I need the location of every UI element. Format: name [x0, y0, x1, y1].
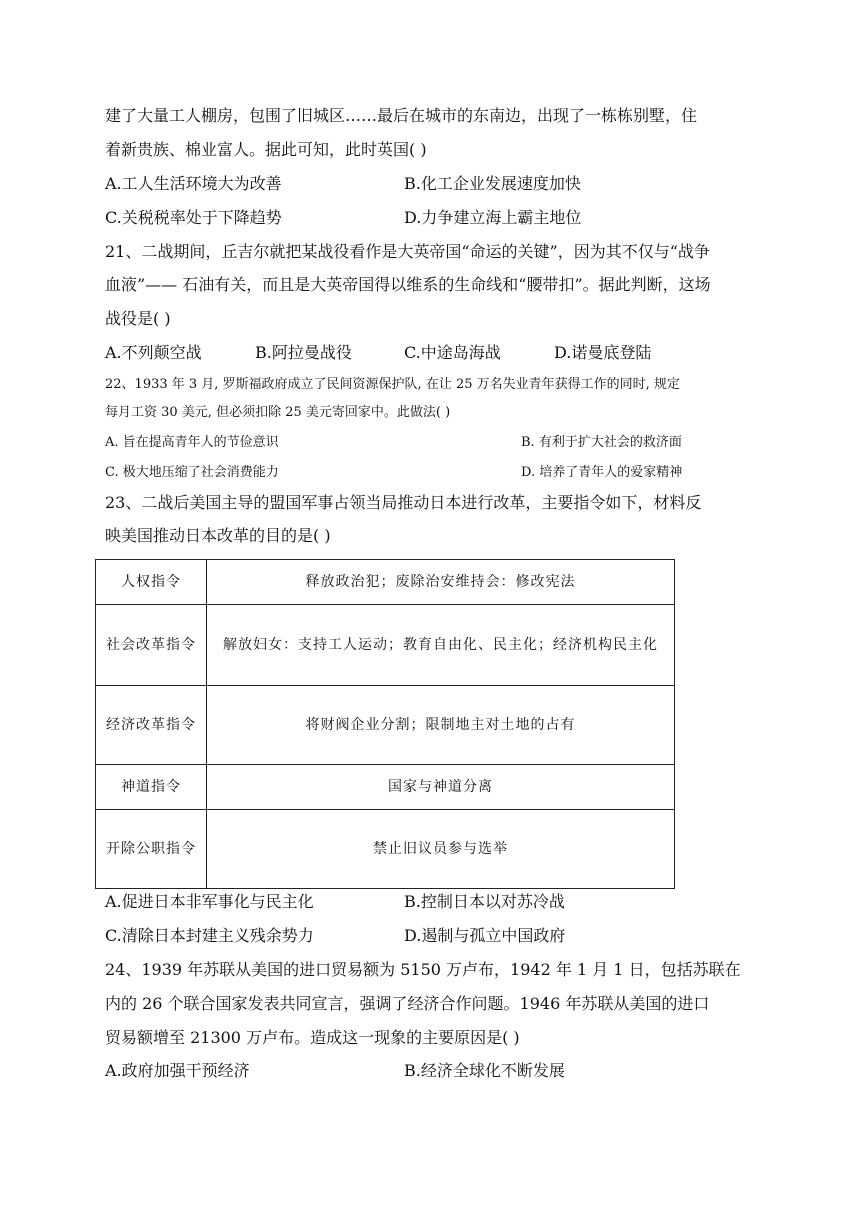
q23-option-b[interactable]: B.控制日本以对苏冷战 [404, 892, 565, 911]
q22-option-c[interactable]: C. 极大地压缩了社会消费能力 [105, 465, 279, 480]
q23-option-d[interactable]: D.遏制与孤立中国政府 [404, 926, 566, 945]
q24-question-line: 贸易额增至 21300 万卢布。造成这一现象的主要原因是( ) [105, 1028, 520, 1047]
table-row [96, 810, 675, 889]
table-row [96, 560, 675, 605]
q21-option-b[interactable]: B.阿拉曼战役 [255, 343, 352, 362]
q20-option-d[interactable]: D.力争建立海上霸主地位 [404, 208, 582, 227]
directives-table [95, 559, 675, 889]
directive-name-cell: 开除公职指令 [96, 810, 207, 889]
q21-question-line: 血液”—— 石油有关，而且是大英帝国得以维系的生命线和“腰带扣”。据此判断，这场 [105, 275, 711, 294]
directive-name-cell: 人权指令 [96, 560, 207, 605]
q22-option-b[interactable]: B. 有利于扩大社会的救济面 [521, 435, 682, 450]
table-row [96, 765, 675, 810]
q24-question-line: 内的 26 个联合国家发表共同宣言，强调了经济合作问题。1946 年苏联从美国的进口 [105, 994, 710, 1013]
directive-name-cell: 神道指令 [96, 765, 207, 810]
q23-option-c[interactable]: C.清除日本封建主义残余势力 [105, 926, 314, 945]
directive-content-cell: 解放妇女：支持工人运动；教育自由化、民主化；经济机构民主化 [207, 605, 675, 686]
table-row [96, 605, 675, 686]
q21-option-c[interactable]: C.中途岛海战 [404, 343, 501, 362]
directive-name-cell: 经济改革指令 [96, 686, 207, 765]
q22-option-d[interactable]: D. 培养了青年人的爱家精神 [521, 465, 683, 480]
directive-content-cell: 释放政治犯；废除治安维持会：修改宪法 [207, 560, 675, 605]
directive-content-cell: 国家与神道分离 [207, 765, 675, 810]
intro-text-line: 着新贵族、棉业富人。据此可知，此时英国( ) [105, 140, 427, 159]
q24-question-line: 24、1939 年苏联从美国的进口贸易额为 5150 万卢布，1942 年 1 月 1 日，包括苏联在 [105, 960, 741, 979]
q22-question-line: 每月工资 30 美元, 但必须扣除 25 美元寄回家中。此做法( ) [105, 405, 451, 420]
intro-text-line: 建了大量工人棚房，包围了旧城区……最后在城市的东南边，出现了一栋栋别墅，住 [105, 106, 698, 125]
q22-option-a[interactable]: A. 旨在提高青年人的节俭意识 [105, 435, 279, 450]
q21-question-line: 战役是( ) [105, 309, 171, 328]
q20-option-c[interactable]: C.关税税率处于下降趋势 [105, 208, 282, 227]
table-row [96, 686, 675, 765]
q21-option-a[interactable]: A.不列颠空战 [105, 343, 202, 362]
directive-content-cell: 将财阀企业分割；限制地主对土地的占有 [207, 686, 675, 765]
q23-question-line: 映美国推动日本改革的目的是( ) [105, 526, 331, 545]
q21-option-d[interactable]: D.诺曼底登陆 [554, 343, 652, 362]
q23-option-a[interactable]: A.促进日本非军事化与民主化 [105, 892, 314, 911]
directive-name-cell: 社会改革指令 [96, 605, 207, 686]
q20-option-b[interactable]: B.化工企业发展速度加快 [404, 174, 581, 193]
q24-option-b[interactable]: B.经济全球化不断发展 [404, 1061, 565, 1080]
q24-option-a[interactable]: A.政府加强干预经济 [105, 1061, 250, 1080]
directive-content-cell: 禁止旧议员参与选举 [207, 810, 675, 889]
q22-question-line: 22、1933 年 3 月, 罗斯福政府成立了民间资源保护队, 在让 25 万名失业青年获得工作的同时, 规定 [105, 377, 680, 392]
q23-question-line: 23、二战后美国主导的盟国军事占领当局推动日本进行改革，主要指令如下，材料反 [105, 493, 702, 512]
q20-option-a[interactable]: A.工人生活环境大为改善 [105, 174, 282, 193]
q21-question-line: 21、二战期间，丘吉尔就把某战役看作是大英帝国“命运的关键”，因为其不仅与“战争 [105, 242, 710, 261]
